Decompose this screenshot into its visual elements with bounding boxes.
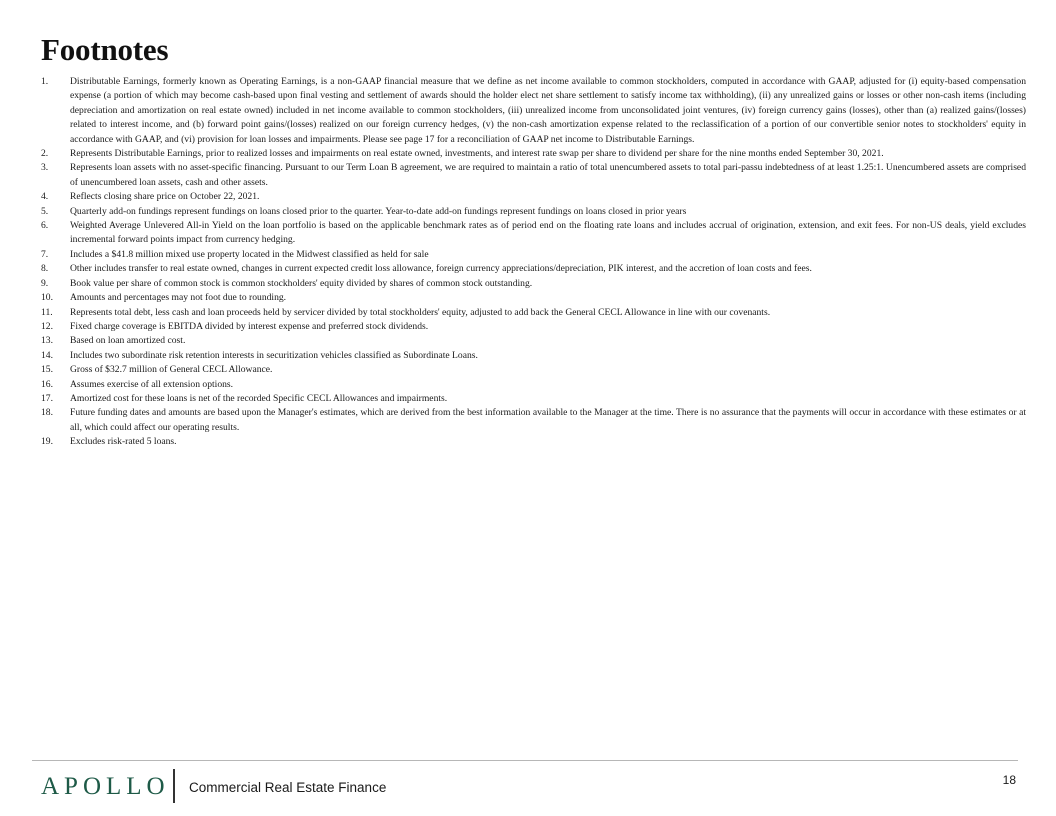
footnote-item (41, 75, 1026, 147)
footnote-item (41, 277, 1026, 291)
footnote-text: Distributable Earnings, formerly known as Operating Earnings, is a non-GAAP financial measure that we define as net income available to common stockholders, computed in accordance with GAAP, adjusted for (i) equity-based compensation expense (a portion of which may become cash-based upon final vesting and settlement of awards should the holder elect net share settlement to satisfy income tax withholding), (ii) any unrealized gains or losses or other non-cash items (including depreciation and amortization on real estate owned) included in net income available to common stockholders, (iii) unrealized income from unconsolidated joint ventures, (iv) foreign currency gains (losses), other than (a) realized gains/(losses) related to interest income, and (b) forward point gains/(losses) realized on our foreign currency hedges, (v) the non-cash amortization expense related to the reclassification of a portion of our convertible senior notes to stockholders' equity in accordance with GAAP, and (vi) provision for loan losses and impairments. Please see page 17 for a reconciliation of GAAP net income to Distributable Earnings. (70, 76, 1026, 145)
footnotes-list (41, 75, 1026, 450)
footnote-text: Amounts and percentages may not foot due to rounding. (70, 292, 287, 304)
footnote-item (41, 334, 1026, 348)
footer-vertical-divider (173, 769, 175, 803)
footnote-text: Based on loan amortized cost. (70, 335, 186, 347)
page-number: 18 (1002, 773, 1016, 787)
footnote-item (41, 248, 1026, 262)
footnote-text: Represents Distributable Earnings, prior to realized losses and impairments on real estate owned, investments, and interest rate swap per share to dividend per share for the nine months ended September 30, 2021. (70, 148, 884, 160)
footnote-text: Represents total debt, less cash and loan proceeds held by servicer divided by total stockholders' equity, adjusted to add back the General CECL Allowance in line with our covenants. (70, 306, 771, 318)
footnote-text: Book value per share of common stock is common stockholders' equity divided by shares of common stock outstanding. (70, 277, 533, 289)
footnote-number: 18. (41, 407, 53, 419)
footnote-number: 12. (41, 320, 53, 332)
footnote-number: 3. (41, 162, 49, 174)
footnote-item (41, 320, 1026, 334)
footnote-text: Gross of $32.7 million of General CECL Allowance. (70, 364, 273, 376)
footnote-item (41, 219, 1026, 248)
footnote-number: 5. (41, 205, 49, 217)
footnote-text: Reflects closing share price on October 22, 2021. (70, 191, 260, 203)
footnote-item (41, 363, 1026, 377)
footnote-text: Fixed charge coverage is EBITDA divided by interest expense and preferred stock dividends. (70, 320, 429, 332)
footnote-item (41, 392, 1026, 406)
footnote-text: Amortized cost for these loans is net of the recorded Specific CECL Allowances and impairments. (70, 392, 448, 404)
footnote-number: 19. (41, 436, 53, 448)
footnote-text: Quarterly add-on fundings represent fundings on loans closed prior to the quarter. Year-to-date add-on fundings represent fundings on loans closed in prior years (70, 205, 687, 217)
footnote-text: Includes a $41.8 million mixed use property located in the Midwest classified as held for sale (70, 248, 429, 260)
footnote-text: Includes two subordinate risk retention interests in securitization vehicles classified as Subordinate Loans. (70, 349, 478, 361)
footnote-text: Assumes exercise of all extension options. (70, 378, 234, 390)
footnote-text: Other includes transfer to real estate owned, changes in current expected credit loss allowance, foreign currency appreciations/depreciation, PIK interest, and the accretion of loan costs and fees. (70, 263, 812, 275)
footnote-item (41, 306, 1026, 320)
footnote-item (41, 161, 1026, 190)
footnote-item (41, 147, 1026, 161)
footnote-number: 16. (41, 378, 53, 390)
footnote-item (41, 205, 1026, 219)
footer-divider-rule (32, 760, 1018, 761)
footer-division-name: Commercial Real Estate Finance (189, 780, 387, 795)
footnote-number: 14. (41, 349, 53, 361)
footnote-number: 6. (41, 220, 49, 232)
footnote-number: 17. (41, 392, 53, 404)
footnote-text: Future funding dates and amounts are based upon the Manager's estimates, which are derived from the best information available to the Manager at the time. There is no assurance that the payments will occur in accordance with these estimates or at all, which could affect our operating results. (70, 407, 1026, 433)
footnote-item (41, 262, 1026, 276)
footnote-item (41, 190, 1026, 204)
footnote-number: 8. (41, 263, 49, 275)
footnote-number: 2. (41, 148, 49, 160)
footnote-number: 15. (41, 364, 53, 376)
footnote-item (41, 378, 1026, 392)
apollo-logo: APOLLO (41, 773, 170, 800)
footnote-item (41, 435, 1026, 449)
footnote-item (41, 349, 1026, 363)
footnote-number: 13. (41, 335, 53, 347)
footnote-text: Represents loan assets with no asset-specific financing. Pursuant to our Term Loan B agreement, we are required to maintain a ratio of total unencumbered assets to total pari-passu indebtedness of at least 1.25:1. Unencumbered assets are comprised of unencumbered loan assets, cash and other assets. (70, 162, 1026, 188)
footnote-number: 10. (41, 292, 53, 304)
footnote-item (41, 406, 1026, 435)
footnote-text: Weighted Average Unlevered All-in Yield on the loan portfolio is based on the applicable benchmark rates as of period end on the floating rate loans and includes accrual of origination, extension, and exit fees. For non-US deals, yield excludes incremental forward points impact from currency hedging. (70, 220, 1026, 246)
footnote-number: 9. (41, 277, 49, 289)
footnote-number: 7. (41, 248, 49, 260)
page-title: Footnotes (41, 32, 169, 67)
footnote-item (41, 291, 1026, 305)
footnote-number: 11. (41, 306, 53, 318)
footnote-number: 1. (41, 76, 49, 87)
footnote-text: Excludes risk-rated 5 loans. (70, 436, 177, 448)
footnote-number: 4. (41, 191, 49, 203)
